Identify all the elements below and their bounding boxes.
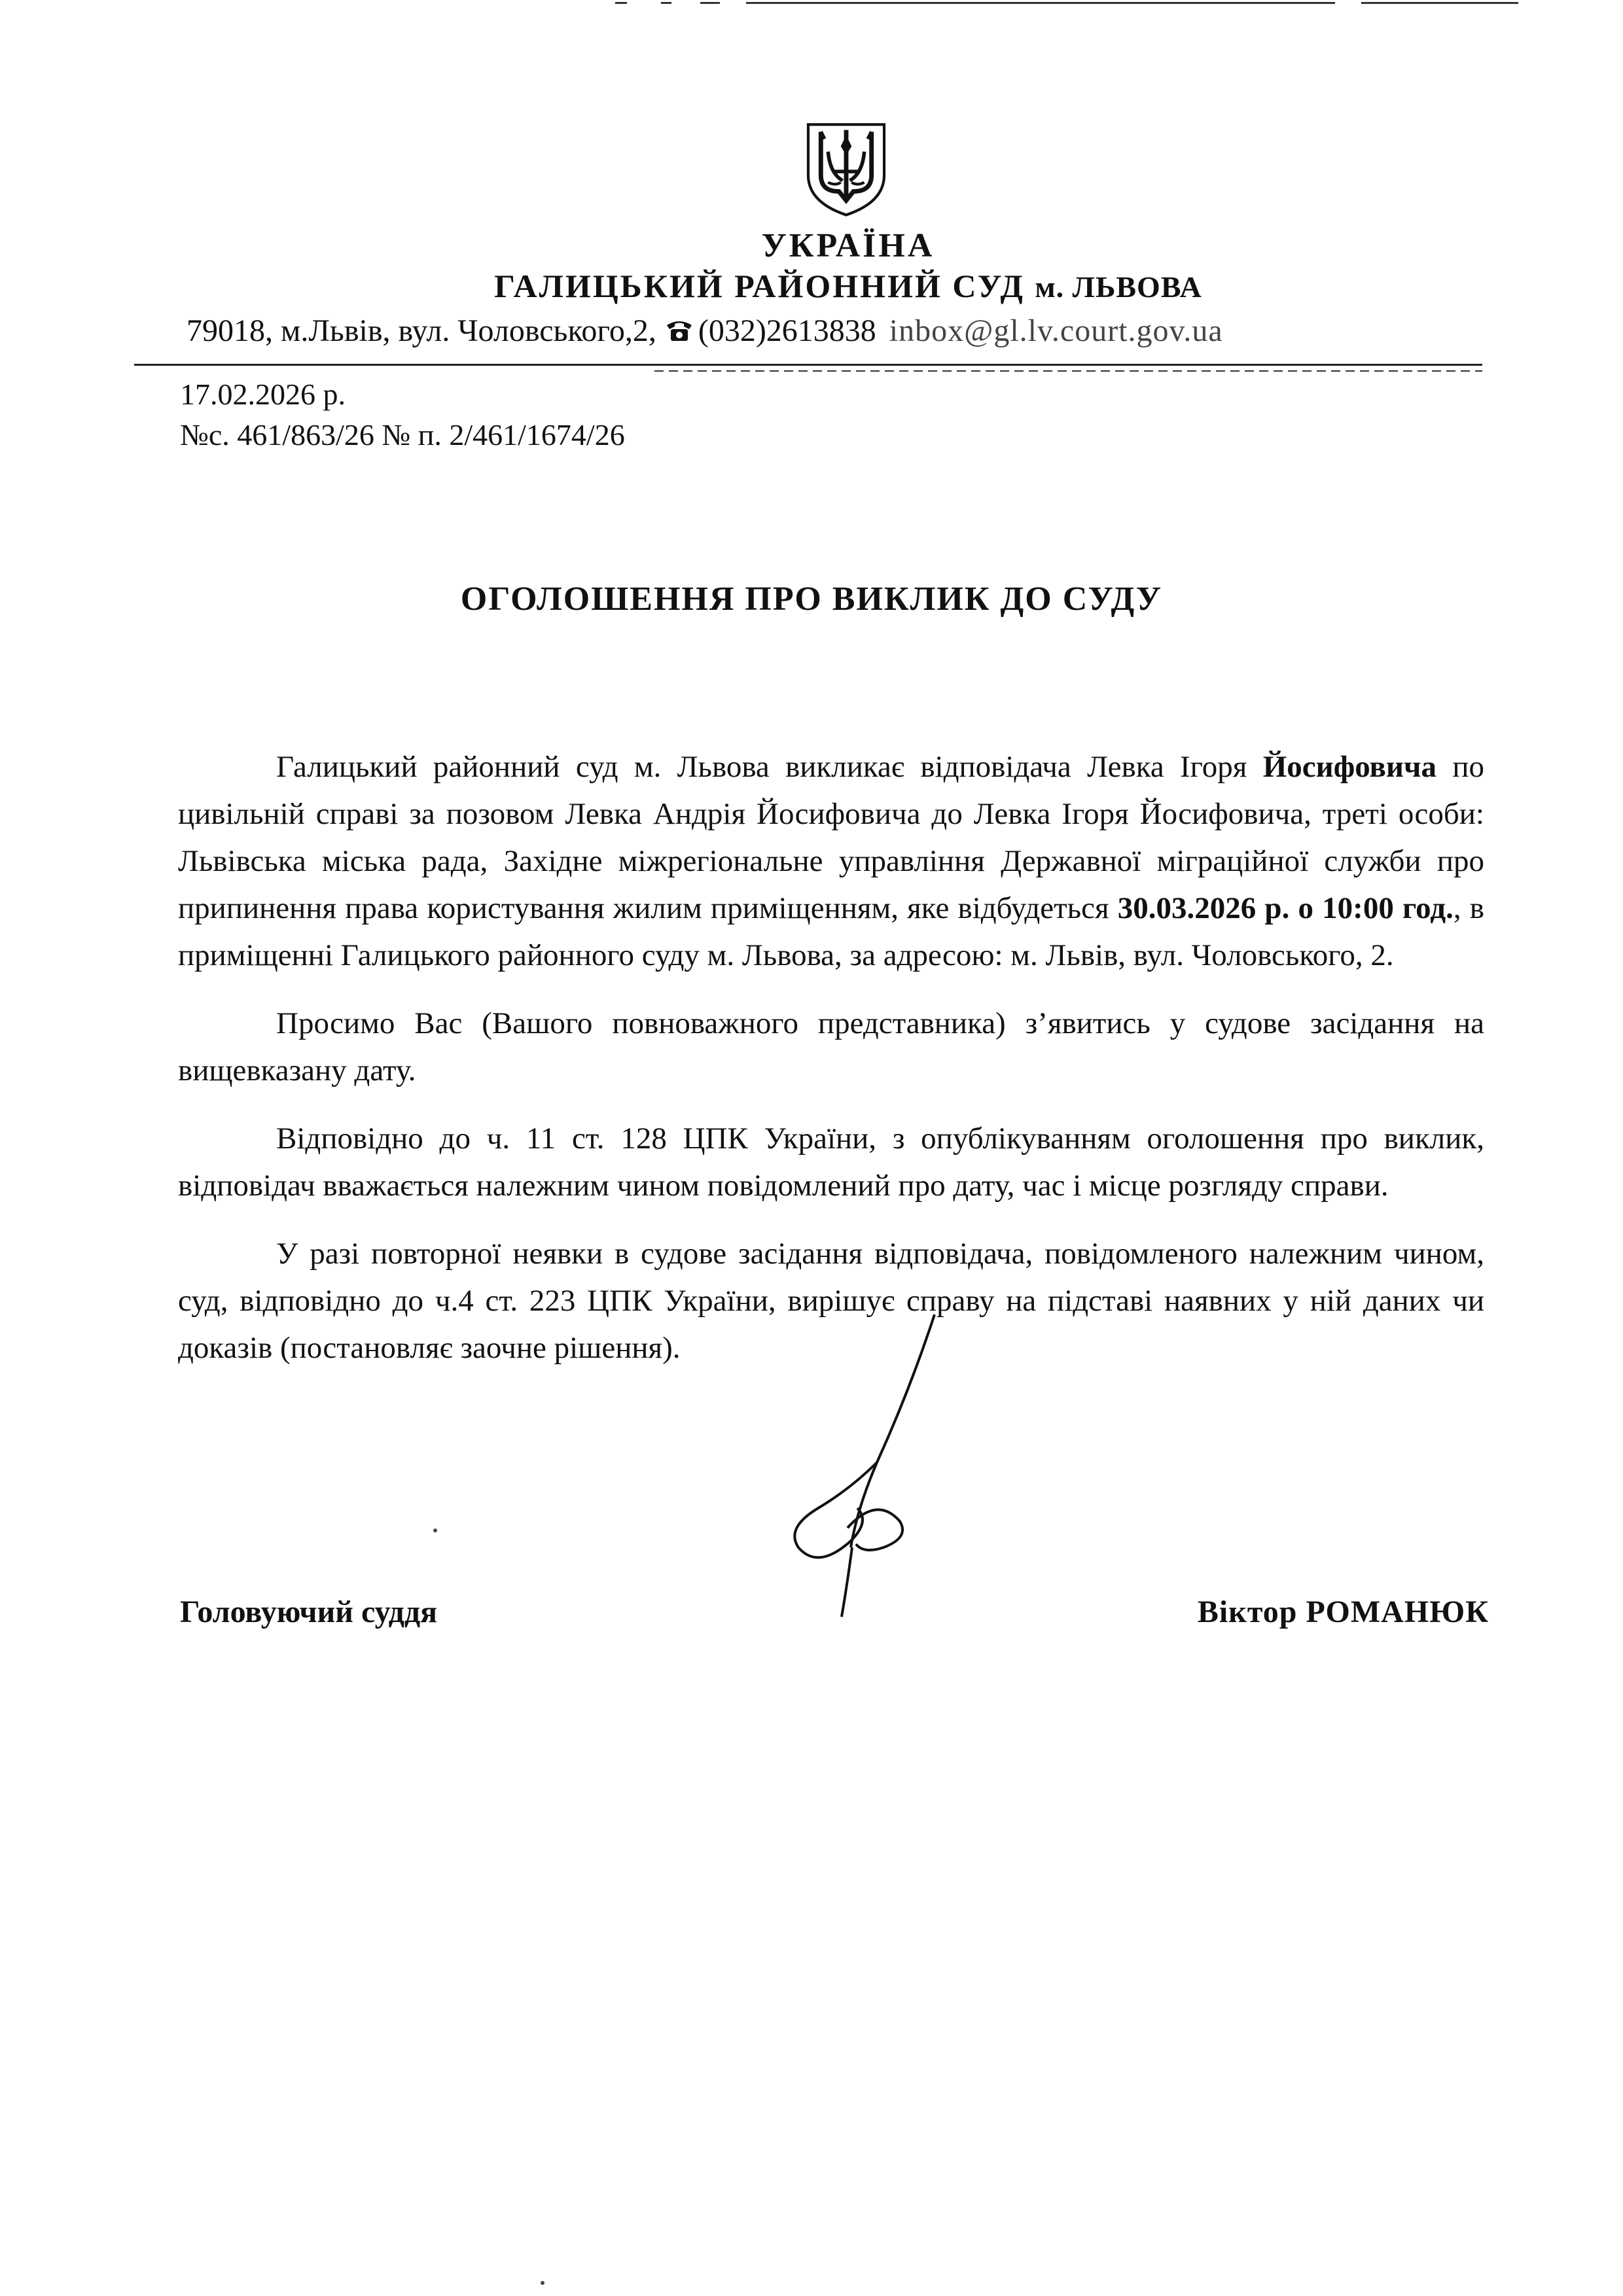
court-name-main: ГАЛИЦЬКИЙ РАЙОННИЙ СУД	[494, 268, 1025, 304]
court-name	[0, 267, 1623, 305]
hearing-datetime: 30.03.2026 р. о 10:00 год.	[1117, 891, 1454, 925]
judge-name: Віктор РОМАНЮК	[1197, 1595, 1489, 1629]
paragraph-summons	[178, 743, 1484, 979]
judge-signature	[779, 1312, 942, 1619]
phone-icon	[664, 319, 694, 342]
country-name: УКРАЇНА	[761, 227, 935, 264]
scan-speck	[433, 1528, 437, 1532]
hearing-location: , в приміщенні Галицького районного суду м. Львова, за адресою: м. Львів, вул. Чоловського, 2.	[178, 891, 1484, 972]
court-city: м. ЛЬВОВА	[1035, 270, 1202, 304]
paragraph-request: Просимо Вас (Вашого повноважного представника) з’явитись у судове засідання на вищевказану дату.	[178, 1006, 1484, 1087]
paragraph-absence: У разі повторної неявки в судове засідання відповідача, повідомленого належним чином, суд, відповідно до ч.4 ст. 223 ЦПК України, вирішує справу на підставі наявних у ній даних чи доказів (постановляє заочне рішення).	[178, 1237, 1484, 1365]
presiding-judge-label: Головуючий суддя	[180, 1595, 438, 1629]
header-divider-dashed	[654, 370, 1482, 372]
case-number: №с. 461/863/26 № п. 2/461/1674/26	[180, 418, 625, 451]
court-address-line	[187, 313, 1223, 349]
summons-intro: Галицький районний суд м. Львова викликає відповідача Левка Ігоря	[276, 750, 1247, 784]
defendant-patronymic: Йосифовича	[1262, 750, 1437, 784]
scan-top-marks	[576, 0, 1531, 9]
document-title: ОГОЛОШЕННЯ ПРО ВИКЛИК ДО СУДУ	[460, 580, 1163, 618]
paragraph-notification: Відповідно до ч. 11 ст. 128 ЦПК України, з опублікуванням оголошення про виклик, відповідач вважається належним чином повідомлений про дату, час і місце розгляду справи.	[178, 1122, 1484, 1203]
court-phone: (032)2613838	[698, 313, 876, 348]
notice-body	[178, 743, 1484, 1392]
document-date: 17.02.2026 р.	[180, 378, 346, 411]
case-description: по цивільній справі за позовом Левка Андрія Йосифовича до Левка Ігоря Йосифовича, треті особи: Львівська міська рада, Західне міжрегіональне управління Державної міграційної служби про припинення права користування жилим приміщенням, яке відбудеться	[178, 750, 1484, 925]
header-divider	[134, 364, 1482, 366]
court-email: inbox@gl.lv.court.gov.ua	[889, 313, 1223, 348]
court-address: 79018, м.Львів, вул. Чоловського,2,	[187, 313, 656, 348]
trident-emblem-icon	[800, 119, 892, 219]
scan-speck	[541, 2281, 544, 2285]
